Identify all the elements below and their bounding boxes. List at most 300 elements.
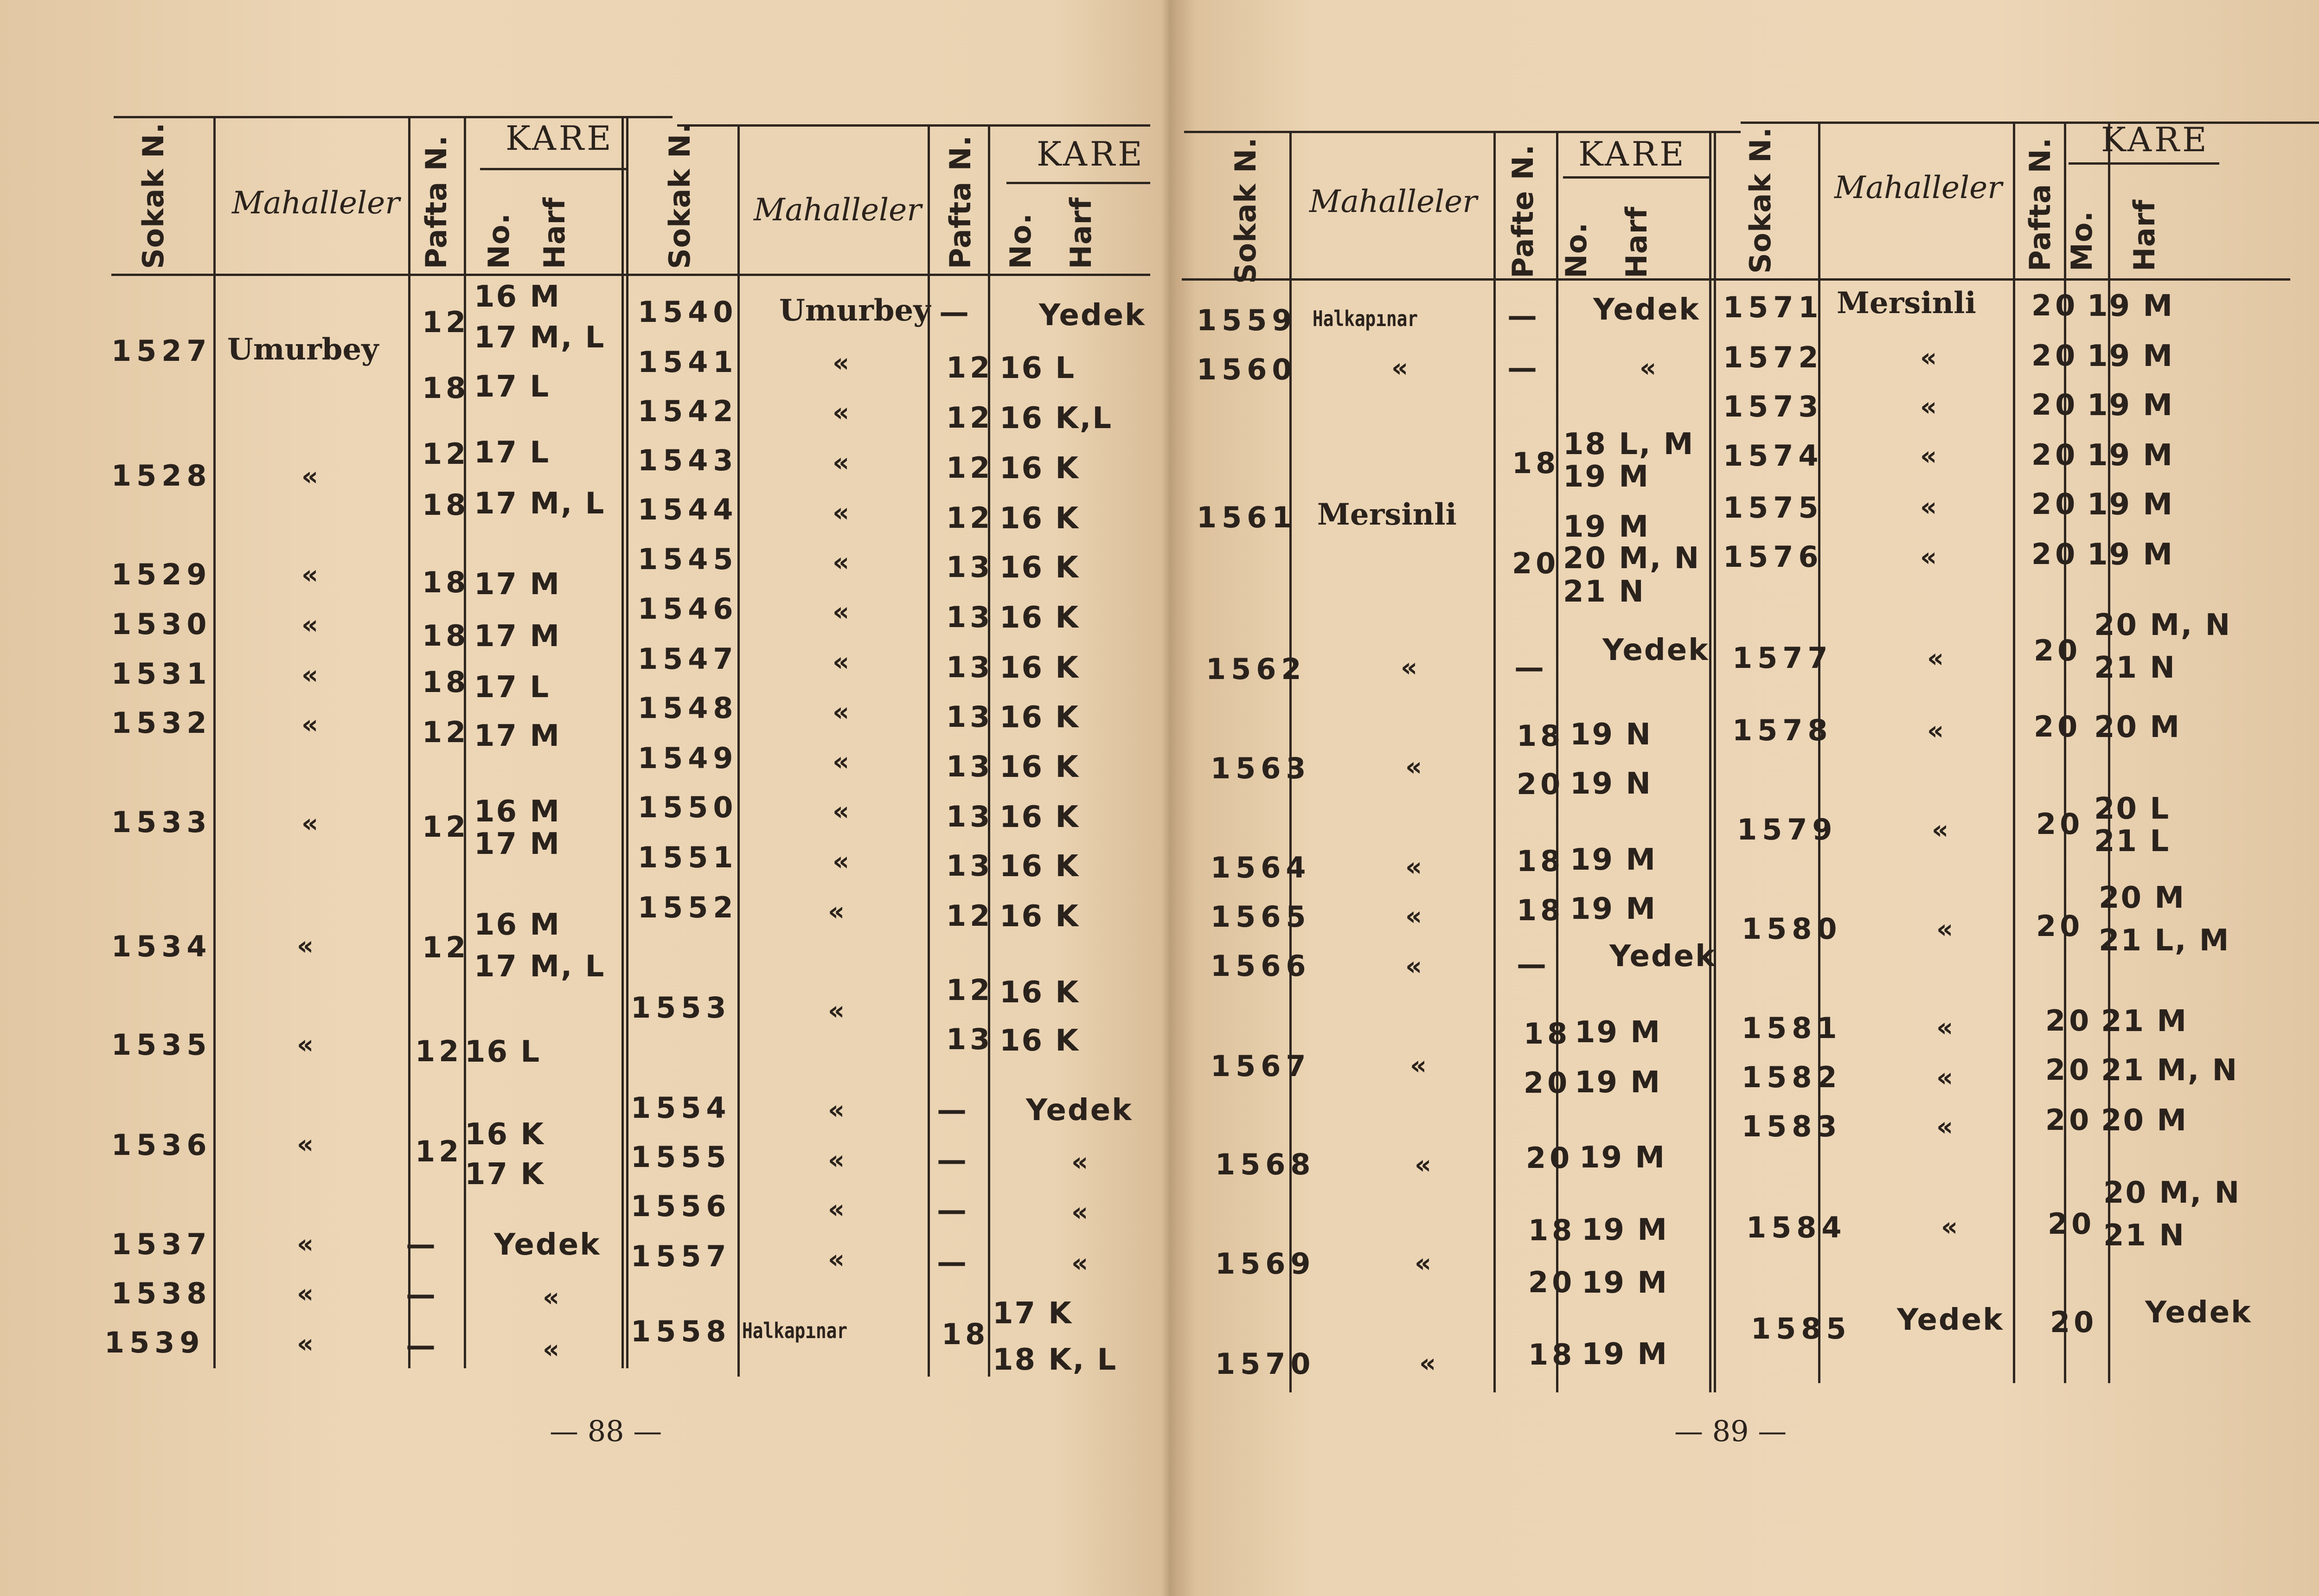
pafta-number: 20: [1524, 1066, 1571, 1100]
header-mahalleler: Mahalleler: [1309, 184, 1477, 219]
header-mahalleler: Mahalleler: [754, 192, 922, 228]
kare-underline: [1563, 176, 1711, 179]
kare-value: 16 M: [474, 280, 561, 314]
pafta-number: 20: [2031, 487, 2079, 521]
street-number: 1565: [1211, 900, 1311, 934]
street-number: 1571: [1723, 290, 1824, 324]
dash-mark: —: [1517, 948, 1546, 982]
kare-value: 17 M: [474, 827, 561, 861]
yedek-label: Yedek: [1026, 1093, 1133, 1128]
kare-value: 17 L: [474, 370, 551, 404]
pafta-number: 18: [422, 665, 470, 699]
ditto-mark: «: [828, 1194, 845, 1224]
header-top-rule: [1741, 122, 2319, 124]
mahalle-name: Halkapınar: [1313, 306, 1418, 331]
ditto-mark: «: [833, 348, 850, 378]
ditto-mark: «: [1920, 542, 1937, 572]
street-number: 1528: [111, 459, 212, 493]
dash-mark: —: [937, 1245, 967, 1280]
street-number: 1537: [111, 1227, 212, 1261]
header-sokak: Sokak N.: [1229, 137, 1262, 284]
kare-value: 16 K: [999, 1024, 1080, 1058]
street-number: 1585: [1751, 1312, 1851, 1346]
street-number: 1558: [631, 1314, 731, 1348]
pafta-number: 13: [946, 650, 994, 684]
ditto-mark: «: [1936, 914, 1954, 944]
header-bottom-rule: [111, 274, 1150, 276]
dash-mark: —: [1514, 651, 1544, 685]
header-pafte: Pafte N.: [1506, 144, 1540, 278]
page-number: — 88 —: [550, 1414, 662, 1448]
street-number: 1530: [111, 607, 212, 641]
ditto-mark: «: [543, 1282, 560, 1313]
pafta-number: 12: [422, 810, 470, 844]
dash-mark: —: [406, 1278, 436, 1312]
kare-value: 17 M: [474, 619, 561, 654]
ditto-mark: «: [1071, 1248, 1089, 1278]
yedek-label: Yedek: [1897, 1303, 2004, 1337]
pafta-number: 12: [946, 973, 994, 1007]
ditto-mark: «: [828, 996, 845, 1026]
mahalle-name: Mersinli: [1317, 497, 1457, 532]
pafta-number: 12: [946, 401, 994, 435]
pafta-number: 12: [415, 1135, 463, 1168]
street-number: 1531: [111, 657, 212, 691]
dash-mark: —: [1507, 299, 1537, 333]
ditto-mark: «: [1932, 815, 1949, 845]
kare-value: 16 K: [999, 601, 1080, 635]
street-number: 1577: [1732, 641, 1833, 675]
pafta-number: 20: [1526, 1141, 1574, 1175]
ditto-mark: «: [1071, 1197, 1089, 1227]
header-pafta: Pafta N.: [2023, 137, 2057, 271]
street-number: 1583: [1742, 1109, 1842, 1143]
kare-value: 17 M: [474, 567, 561, 602]
street-number: 1538: [111, 1276, 212, 1310]
kare-value: 20 M, N: [1563, 541, 1701, 576]
ditto-mark: «: [833, 498, 850, 528]
header-sokak: Sokak N.: [136, 122, 170, 269]
dash-mark: —: [939, 295, 969, 330]
kare-value: 17 K: [465, 1157, 545, 1192]
ditto-mark: «: [301, 660, 319, 690]
yedek-label: Yedek: [1609, 939, 1717, 974]
kare-value: 21 N: [2094, 651, 2176, 685]
pafta-number: 13: [946, 1022, 994, 1056]
street-number: 1568: [1215, 1147, 1316, 1181]
column-rule: [2013, 122, 2015, 1383]
header-harf: Harf: [1620, 206, 1653, 278]
ditto-mark: «: [1936, 1112, 1954, 1142]
kare-value: 16 K: [999, 800, 1080, 834]
kare-value: 16 K: [999, 451, 1080, 486]
street-number: 1574: [1723, 439, 1824, 473]
pafta-number: 20: [2031, 388, 2079, 422]
header-top-rule: [114, 116, 673, 118]
header-kare: KARE: [2101, 120, 2210, 159]
pafta-number: 18: [422, 619, 470, 653]
street-number: 1548: [638, 691, 738, 725]
street-number: 1553: [631, 991, 731, 1025]
kare-value: 16 K: [999, 975, 1080, 1010]
street-number: 1567: [1211, 1049, 1311, 1083]
column-rule: [213, 116, 216, 1368]
column-rule: [1709, 131, 1711, 1392]
ditto-mark: «: [1920, 492, 1937, 522]
street-number: 1554: [631, 1091, 731, 1125]
street-number: 1559: [1197, 303, 1297, 337]
street-number: 1581: [1742, 1011, 1842, 1045]
street-number: 1563: [1211, 751, 1311, 785]
ditto-mark: «: [301, 461, 319, 492]
header-mo: Mo.: [2065, 211, 2099, 271]
ditto-mark: «: [1927, 716, 1944, 746]
pafta-number: 12: [422, 715, 470, 749]
kare-value: 19 M: [1579, 1141, 1666, 1175]
pafta-number: 18: [422, 565, 470, 599]
kare-value: 19 M: [1582, 1337, 1669, 1372]
pafta-number: 12: [946, 351, 994, 385]
kare-value: 21 L, M: [2099, 923, 2230, 958]
header-no: No.: [482, 212, 516, 269]
street-number: 1564: [1211, 851, 1311, 885]
kare-value: 16 M: [474, 795, 561, 829]
ditto-mark: «: [833, 397, 850, 428]
kare-value: 17 M, L: [474, 487, 606, 521]
header-mahalleler: Mahalleler: [232, 185, 400, 221]
street-number: 1561: [1197, 500, 1297, 534]
kare-value: 20 M: [2094, 710, 2181, 744]
pafta-number: 20: [2031, 288, 2079, 322]
kare-value: 17 L: [474, 436, 551, 470]
ditto-mark: «: [543, 1334, 560, 1365]
street-number: 1584: [1746, 1211, 1847, 1244]
dash-mark: —: [406, 1329, 436, 1363]
pafta-number: 13: [946, 550, 994, 584]
kare-underline: [480, 168, 628, 170]
kare-value: 19 N: [1570, 718, 1652, 752]
header-sokak: Sokak N.: [1743, 127, 1777, 274]
street-number: 1540: [638, 295, 738, 329]
pafta-number: 20: [2034, 710, 2082, 744]
kare-value: 21 M, N: [2101, 1053, 2239, 1088]
kare-value: 16 K: [999, 501, 1080, 536]
pafta-number: 12: [422, 437, 470, 471]
kare-value: 18 L, M: [1563, 427, 1695, 461]
kare-value: 20 M, N: [2094, 608, 2232, 642]
ditto-mark: «: [1410, 1051, 1427, 1081]
ditto-mark: «: [1405, 951, 1422, 981]
yedek-label: Yedek: [494, 1228, 601, 1262]
street-number: 1546: [638, 592, 738, 626]
street-number: 1542: [638, 394, 738, 428]
kare-value: 17 K: [993, 1296, 1073, 1331]
kare-value: 17 M, L: [474, 949, 606, 984]
header-kare: KARE: [506, 119, 614, 158]
pafta-number: 18: [422, 371, 470, 405]
ditto-mark: «: [1405, 901, 1422, 931]
kare-value: 20 L: [2094, 792, 2171, 826]
ditto-mark: «: [1936, 1013, 1954, 1043]
ditto-mark: «: [833, 647, 850, 677]
kare-value: 16 K: [999, 750, 1080, 784]
yedek-label: Yedek: [1602, 633, 1710, 667]
kare-value: 19 M: [2087, 289, 2174, 323]
street-number: 1582: [1742, 1060, 1842, 1094]
street-number: 1532: [111, 706, 212, 740]
kare-value: 19 M: [1575, 1015, 1662, 1050]
dash-mark: —: [1507, 351, 1537, 385]
column-rule: [1493, 131, 1496, 1392]
ditto-mark: «: [301, 808, 319, 839]
pafta-number: 13: [946, 849, 994, 883]
street-number: 1527: [111, 334, 212, 368]
pafta-number: 12: [946, 451, 994, 485]
header-no: No.: [1004, 212, 1038, 269]
kare-value: 19 M: [1570, 843, 1657, 877]
ditto-mark: «: [297, 1229, 314, 1259]
pafta-number: 13: [946, 600, 994, 634]
pafta-number: 20: [2031, 438, 2079, 472]
dash-mark: —: [937, 1193, 967, 1228]
street-number: 1562: [1206, 652, 1307, 686]
ditto-mark: «: [1941, 1212, 1958, 1242]
kare-value: 16 L: [999, 351, 1076, 385]
kare-value: 19 M: [2087, 487, 2174, 522]
kare-value: 19 M: [2087, 388, 2174, 423]
kare-value: 19 M: [2087, 538, 2174, 572]
pafta-number: 12: [415, 1034, 463, 1068]
pafta-number: 13: [946, 800, 994, 833]
ditto-mark: «: [1405, 852, 1422, 882]
street-number: 1570: [1215, 1347, 1316, 1381]
column-rule: [626, 116, 628, 1368]
pafta-number: 20: [1512, 546, 1560, 580]
pafta-number: 18: [1517, 893, 1564, 927]
ditto-mark: «: [1920, 392, 1937, 422]
pafta-number: 18: [1528, 1338, 1576, 1372]
kare-value: 19 M: [1575, 1065, 1662, 1100]
kare-value: 19 M: [1563, 510, 1650, 544]
kare-value: 16 K: [999, 899, 1080, 934]
ditto-mark: «: [301, 610, 319, 640]
ditto-mark: «: [1071, 1147, 1089, 1177]
ditto-mark: «: [1920, 441, 1937, 471]
ditto-mark: «: [828, 1095, 845, 1125]
street-number: 1539: [104, 1326, 205, 1359]
street-number: 1575: [1723, 491, 1824, 525]
pafta-number: 20: [2045, 1053, 2093, 1087]
dash-mark: —: [406, 1228, 436, 1262]
pafta-number: 18: [1528, 1213, 1576, 1247]
pafta-number: 18: [942, 1317, 989, 1351]
header-harf: Harf: [1064, 197, 1098, 269]
street-number: 1566: [1211, 949, 1311, 983]
kare-value: 19 M: [1582, 1266, 1669, 1300]
kare-value: 19 M: [2087, 339, 2174, 373]
pafta-number: 12: [422, 930, 470, 964]
pafta-number: 20: [2034, 634, 2082, 667]
pafta-number: 20: [2050, 1305, 2098, 1339]
kare-underline: [2069, 162, 2219, 165]
kare-value: 16 K: [999, 849, 1080, 884]
header-harf: Harf: [538, 197, 571, 269]
kare-value: 19 M: [1582, 1213, 1669, 1247]
street-number: 1529: [111, 558, 212, 591]
kare-value: 21 N: [2103, 1218, 2185, 1253]
ditto-mark: «: [297, 1030, 314, 1060]
ditto-mark: «: [833, 697, 850, 727]
header-kare: KARE: [1037, 135, 1145, 173]
street-number: 1541: [638, 345, 738, 379]
pafta-number: 20: [2036, 909, 2084, 943]
header-kare: KARE: [1578, 135, 1687, 173]
header-top-rule: [677, 124, 1150, 127]
pafta-number: 13: [946, 750, 994, 783]
column-rule: [1556, 131, 1558, 1392]
header-sokak: Sokak N.: [663, 122, 697, 269]
column-rule: [1714, 131, 1716, 1392]
header-mahalleler: Mahalleler: [1834, 170, 2002, 205]
pafta-number: 12: [946, 899, 994, 933]
ditto-mark: «: [833, 846, 850, 877]
street-number: 1576: [1723, 540, 1824, 574]
kare-value: 17 M: [474, 719, 561, 753]
kare-value: 16 K,L: [999, 401, 1113, 436]
street-number: 1578: [1732, 713, 1833, 747]
street-number: 1569: [1215, 1247, 1316, 1281]
street-number: 1580: [1742, 912, 1842, 946]
page-number: — 89 —: [1674, 1414, 1787, 1448]
pafta-number: 20: [2036, 807, 2084, 841]
street-number: 1545: [638, 542, 738, 576]
page-89: [1175, 0, 2319, 1596]
header-pafta: Pafta N.: [419, 135, 453, 269]
kare-value: 16 K: [999, 551, 1080, 585]
pafta-number: 12: [946, 501, 994, 535]
yedek-label: Yedek: [1593, 293, 1700, 327]
kare-value: 19 M: [2087, 438, 2174, 473]
kare-value: 16 K: [999, 651, 1080, 685]
yedek-label: Yedek: [1039, 298, 1146, 333]
ditto-mark: «: [1415, 1150, 1432, 1180]
pafta-number: 18: [1517, 844, 1564, 878]
column-rule: [408, 116, 410, 1368]
street-number: 1544: [638, 493, 738, 526]
street-number: 1535: [111, 1028, 212, 1062]
ditto-mark: «: [828, 897, 845, 927]
ditto-mark: «: [1920, 343, 1937, 373]
ditto-mark: «: [1927, 643, 1944, 673]
pafta-number: 12: [422, 305, 470, 339]
ditto-mark: «: [301, 560, 319, 590]
kare-value: 16 K: [465, 1117, 545, 1152]
mahalle-name: Halkapınar: [742, 1318, 848, 1343]
street-number: 1560: [1197, 353, 1297, 386]
street-number: 1573: [1723, 390, 1824, 423]
street-number: 1572: [1723, 340, 1824, 374]
pafta-number: 20: [2045, 1103, 2093, 1137]
ditto-mark: «: [297, 931, 314, 961]
dash-mark: —: [937, 1143, 967, 1178]
ditto-mark: «: [1415, 1248, 1432, 1278]
dash-mark: —: [937, 1093, 967, 1128]
street-number: 1556: [631, 1189, 731, 1223]
mahalle-name: Umurbey: [227, 332, 379, 367]
mahalle-name: Umurbey: [779, 293, 931, 328]
header-harf: Harf: [2127, 199, 2161, 271]
kare-value: 16 M: [474, 908, 561, 942]
kare-underline: [1006, 182, 1150, 184]
street-number: 1534: [111, 929, 212, 963]
ditto-mark: «: [1405, 752, 1422, 782]
kare-value: 20 M, N: [2103, 1176, 2241, 1210]
ditto-mark: «: [833, 547, 850, 577]
kare-value: 19 M: [1563, 460, 1650, 494]
ditto-mark: «: [833, 448, 850, 478]
kare-value: 19 M: [1570, 892, 1657, 926]
street-number: 1555: [631, 1140, 731, 1174]
yedek-label: Yedek: [2145, 1295, 2252, 1330]
pafta-number: 18: [422, 488, 470, 522]
street-number: 1550: [638, 790, 738, 824]
kare-value: 21 M: [2101, 1004, 2188, 1038]
street-number: 1552: [638, 891, 738, 924]
ditto-mark: «: [297, 1279, 314, 1309]
ditto-mark: «: [297, 1129, 314, 1160]
pafta-number: 13: [946, 700, 994, 734]
pafta-number: 20: [1517, 767, 1564, 801]
header-pafta: Pafta N.: [943, 135, 977, 269]
kare-value: 16 L: [465, 1035, 541, 1069]
kare-value: 19 N: [1570, 767, 1652, 801]
ditto-mark: «: [1640, 353, 1657, 383]
street-number: 1543: [638, 443, 738, 477]
pafta-number: 20: [2031, 339, 2079, 372]
kare-value: 20 M: [2099, 881, 2186, 915]
street-number: 1579: [1737, 813, 1838, 846]
column-rule: [621, 116, 624, 1368]
pafta-number: 20: [2045, 1004, 2093, 1038]
ditto-mark: «: [1391, 353, 1409, 383]
header-no: No.: [1559, 222, 1593, 278]
kare-value: 21 N: [1563, 575, 1645, 609]
kare-value: 18 K, L: [993, 1343, 1118, 1377]
pafta-number: 20: [2048, 1207, 2095, 1241]
ditto-mark: «: [833, 597, 850, 627]
street-number: 1547: [638, 642, 738, 676]
ditto-mark: «: [828, 1244, 845, 1275]
pafta-number: 20: [1528, 1265, 1576, 1299]
header-top-rule: [1184, 131, 1741, 133]
ditto-mark: «: [1419, 1348, 1436, 1378]
kare-value: 17 M, L: [474, 320, 606, 355]
street-number: 1557: [631, 1239, 731, 1273]
header-bottom-rule: [1182, 278, 2290, 281]
ditto-mark: «: [828, 1145, 845, 1175]
pafta-number: 18: [1517, 719, 1564, 753]
kare-value: 21 L: [2094, 824, 2171, 859]
ditto-mark: «: [301, 710, 319, 740]
pafta-number: 18: [1524, 1017, 1571, 1051]
street-number: 1551: [638, 840, 738, 874]
mahalle-name: Mersinli: [1837, 286, 1976, 320]
kare-value: 17 L: [474, 670, 551, 705]
kare-value: 16 K: [999, 700, 1080, 735]
street-number: 1549: [638, 741, 738, 775]
pafta-number: 18: [1512, 446, 1560, 480]
kare-value: 20 M: [2101, 1103, 2188, 1138]
